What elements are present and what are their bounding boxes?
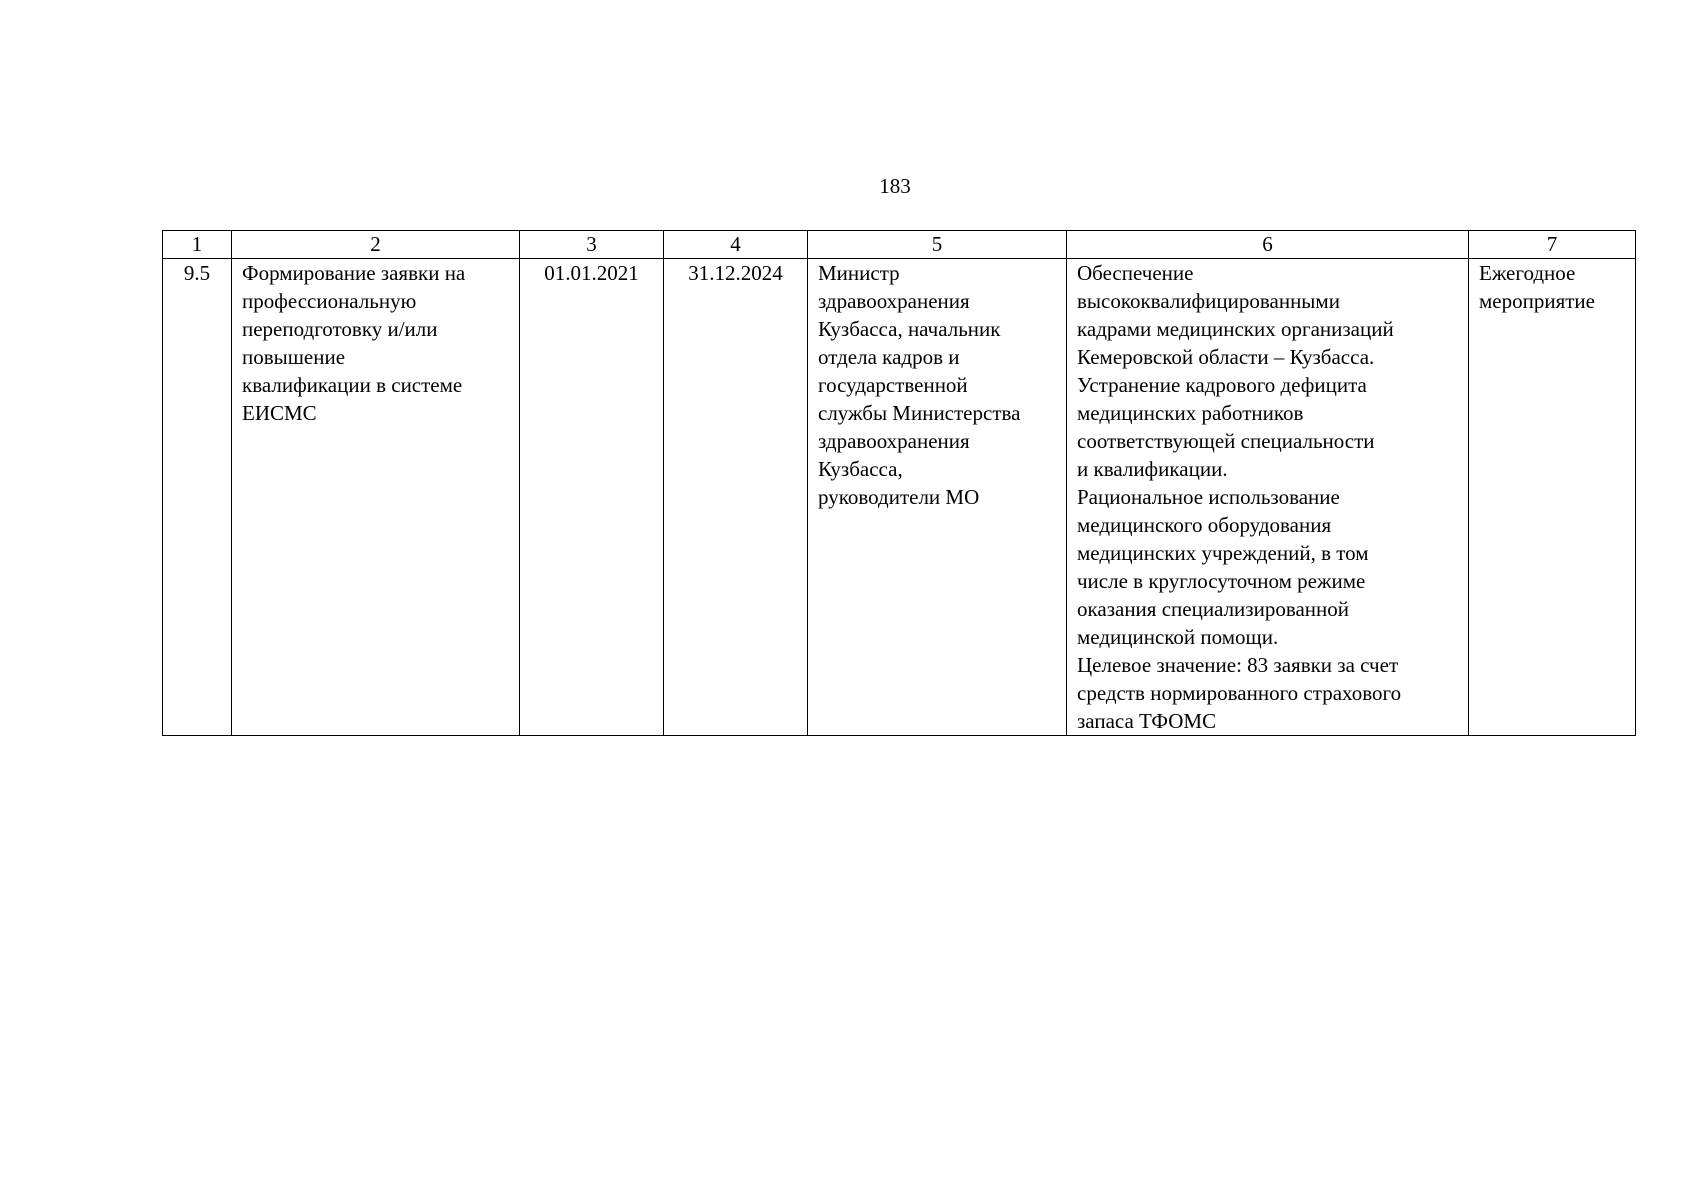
result-line: запаса ТФОМС <box>1077 709 1217 733</box>
page-number: 183 <box>879 174 911 198</box>
result-line: и квалификации. <box>1077 457 1228 481</box>
result-line: медицинского оборудования <box>1077 513 1332 537</box>
responsible-line: руководители МО <box>818 485 980 509</box>
result-line: Устранение кадрового дефицита <box>1077 373 1367 397</box>
measure-title-line: ЕИСМС <box>242 401 317 425</box>
responsible-line: Кузбасса, начальник <box>818 317 1001 341</box>
expected-result-cell <box>1067 259 1469 736</box>
header-cell-1: 1 <box>163 231 232 259</box>
measure-title-line: переподготовку и/или <box>242 317 438 341</box>
responsible-line: здравоохранения <box>818 289 970 313</box>
measure-title-line: квалификации в системе <box>242 373 463 397</box>
header-cell-3: 3 <box>520 231 664 259</box>
result-line: медицинских учреждений, в том <box>1077 541 1369 565</box>
responsible-line: отдела кадров и <box>818 345 960 369</box>
result-line: оказания специализированной <box>1077 597 1349 621</box>
note-line: Ежегодное <box>1479 261 1576 285</box>
table-header-row <box>163 231 1636 259</box>
measures-table <box>162 230 1636 736</box>
result-line: Обеспечение <box>1077 261 1194 285</box>
responsible-cell <box>808 259 1067 736</box>
header-cell-5: 5 <box>808 231 1067 259</box>
responsible-line: службы Министерства <box>818 401 1021 425</box>
measure-title-line: профессиональную <box>242 289 417 313</box>
note-cell <box>1469 259 1636 736</box>
measure-title-line: Формирование заявки на <box>242 261 466 285</box>
result-line: Рациональное использование <box>1077 485 1340 509</box>
table-row <box>163 259 1636 736</box>
result-line: средств нормированного страхового <box>1077 681 1402 705</box>
result-line: высококвалифицированными <box>1077 289 1340 313</box>
result-line: медицинских работников <box>1077 401 1304 425</box>
result-line: кадрами медицинских организаций <box>1077 317 1394 341</box>
header-cell-7: 7 <box>1469 231 1636 259</box>
result-line: соответствующей специальности <box>1077 429 1375 453</box>
responsible-line: государственной <box>818 373 968 397</box>
result-line: числе в круглосуточном режиме <box>1077 569 1366 593</box>
header-cell-6: 6 <box>1067 231 1469 259</box>
measure-title-cell <box>232 259 520 736</box>
responsible-line: Кузбасса, <box>818 457 903 481</box>
result-line: Кемеровской области – Кузбасса. <box>1077 345 1375 369</box>
result-line: медицинской помощи. <box>1077 625 1279 649</box>
start-date-cell: 01.01.2021 <box>520 259 664 736</box>
measure-title-line: повышение <box>242 345 346 369</box>
note-line: мероприятие <box>1479 289 1595 313</box>
end-date-cell: 31.12.2024 <box>664 259 808 736</box>
item-number-cell: 9.5 <box>163 259 232 736</box>
responsible-line: здравоохранения <box>818 429 970 453</box>
header-cell-4: 4 <box>664 231 808 259</box>
responsible-line: Министр <box>818 261 900 285</box>
result-line: Целевое значение: 83 заявки за счет <box>1077 653 1399 677</box>
header-cell-2: 2 <box>232 231 520 259</box>
